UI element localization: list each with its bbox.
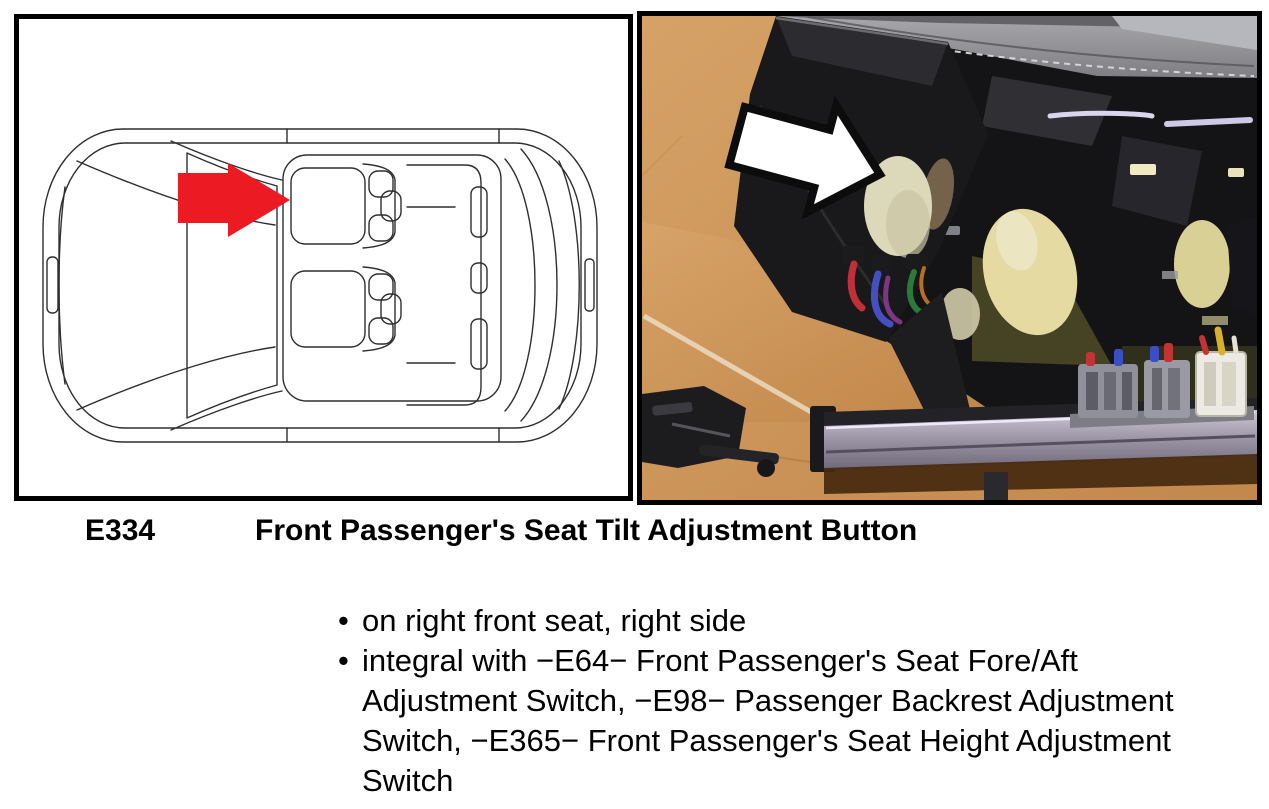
rear-headrest [471, 319, 487, 369]
connector-slot [1122, 372, 1132, 410]
connector-housing [872, 256, 892, 272]
metal-glint [1050, 113, 1152, 116]
figure-seat-photo-panel [637, 11, 1262, 505]
grey-connector [1144, 360, 1190, 418]
rear-deck-line [521, 149, 557, 421]
front-grille [47, 257, 58, 313]
seat-underside-photo [642, 16, 1257, 500]
note-line: Adjustment Switch, −E98− Passenger Backrest Adjustment [362, 683, 1174, 718]
note-line: Switch [362, 763, 454, 798]
frame-slot [1130, 164, 1156, 175]
front-passenger-seat [291, 164, 401, 248]
red-wire [1086, 352, 1095, 366]
blue-wire [1150, 346, 1159, 362]
yellow-wire [1218, 330, 1222, 352]
figure-car-location-panel [14, 14, 633, 501]
connector-slot [1086, 372, 1098, 410]
component-caption [0, 513, 1269, 553]
component-code: E334 [85, 514, 156, 547]
driver-seat [291, 267, 401, 351]
connector-slot [1152, 368, 1162, 410]
component-title: Front Passenger's Seat Tilt Adjustment Button [255, 514, 918, 547]
frame-slot [1162, 271, 1178, 279]
rear-bench [407, 165, 481, 405]
white-wire [1234, 338, 1236, 352]
bracket-foot [757, 459, 775, 477]
car-body-outline [43, 129, 597, 442]
connector-slot [1222, 362, 1236, 406]
note-line: Switch, −E365− Front Passenger's Seat Height Adjustment [362, 723, 1171, 758]
frame-slot [1228, 168, 1244, 177]
rear-armrest [471, 263, 487, 293]
component-notes [338, 601, 1263, 801]
seat-foam [1174, 220, 1230, 308]
red-wire [1164, 343, 1173, 362]
note-line: • integral with −E64− Front Passenger's Seat Fore/Aft [362, 643, 1078, 678]
frame-slot [1202, 316, 1228, 325]
rear-fascia-detail [585, 259, 594, 311]
red-wire [1202, 338, 1206, 352]
blue-wire [1114, 349, 1123, 366]
note-item [338, 601, 1263, 641]
note-item [338, 641, 1263, 801]
rear-deck-line [505, 159, 535, 411]
connector-slot [1104, 372, 1116, 410]
rear-headrest [471, 187, 487, 237]
car-top-view-diagram [19, 19, 628, 496]
white-connector [1196, 352, 1246, 416]
note-line: • on right front seat, right side [362, 603, 747, 638]
connector-slot [1204, 362, 1216, 406]
frame-foot [984, 472, 1008, 500]
red-arrow-icon [178, 163, 290, 237]
connector-slot [1168, 368, 1180, 410]
trunk-line [559, 161, 579, 409]
metal-glint [1167, 120, 1250, 124]
switch-shading [886, 190, 930, 258]
